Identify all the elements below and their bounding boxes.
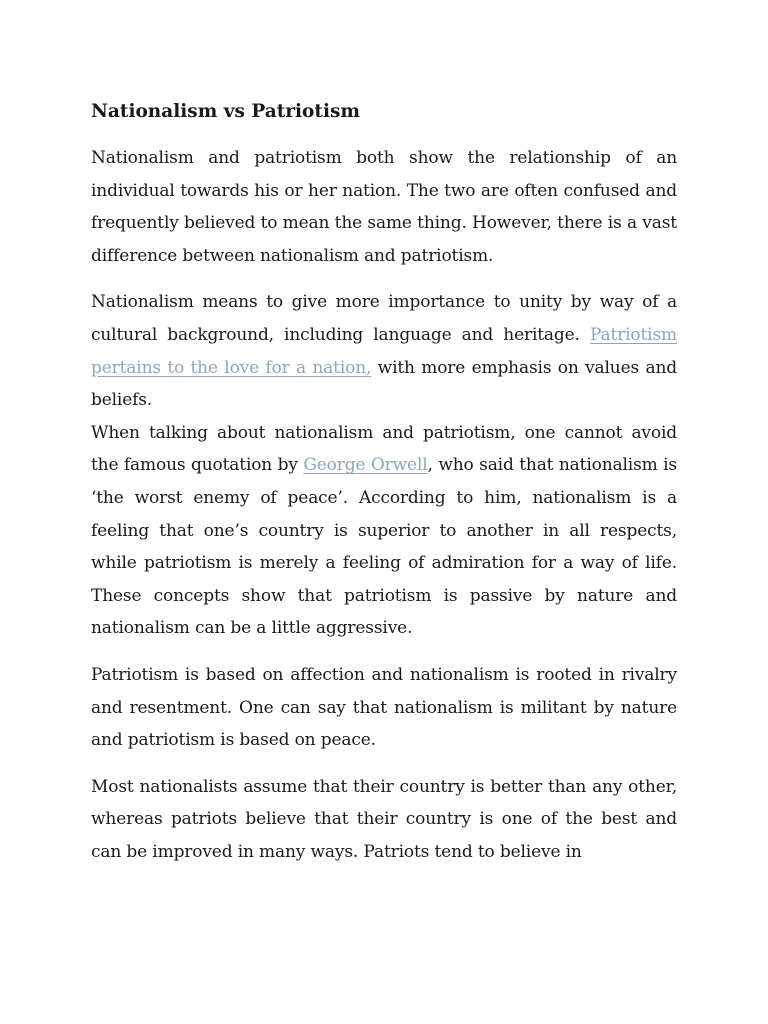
paragraph-3: [91, 417, 677, 645]
paragraph-2-text-before: Nationalism means to give more importance to unity by way of a cultural background, including language and heritage.: [91, 292, 677, 345]
paragraph-5: Most nationalists assume that their country is better than any other, whereas patriots believe that their country is one of the best and can be improved in many ways. Patriots tend to believe in: [91, 776, 677, 862]
paragraph-4: Patriotism is based on affection and nationalism is rooted in rivalry and resentment. One can say that nationalism is militant by nature and patriotism is based on peace.: [91, 664, 677, 751]
george-orwell-link[interactable]: George Orwell: [303, 455, 428, 476]
paragraph-3-text-after: , who said that nationalism is ‘the worst enemy of peace’. According to him, nationalism is a feeling that one’s country is superior to another in all respects, while patriotism is merely a feeling of admiration for a way of life. These concepts show that patriotism is passive by nature and nationalism can be a little aggressive.: [91, 455, 677, 639]
paragraph-2: [91, 286, 677, 416]
patriotism-link[interactable]: Patriotism pertains to the love for a nation,: [91, 324, 677, 378]
paragraph-1: Nationalism and patriotism both show the relationship of an individual towards his or her nation. The two are often confused and frequently believed to mean the same thing. However, there is a vast difference between nationalism and patriotism.: [91, 148, 677, 266]
document-title: Nationalism vs Patriotism: [91, 101, 360, 122]
document-page: [91, 96, 677, 882]
paragraph-3-text-before: When talking about nationalism and patriotism, one cannot avoid the famous quotation by: [91, 422, 677, 476]
paragraph-2-text-after: with more emphasis on values and beliefs.: [91, 357, 677, 411]
